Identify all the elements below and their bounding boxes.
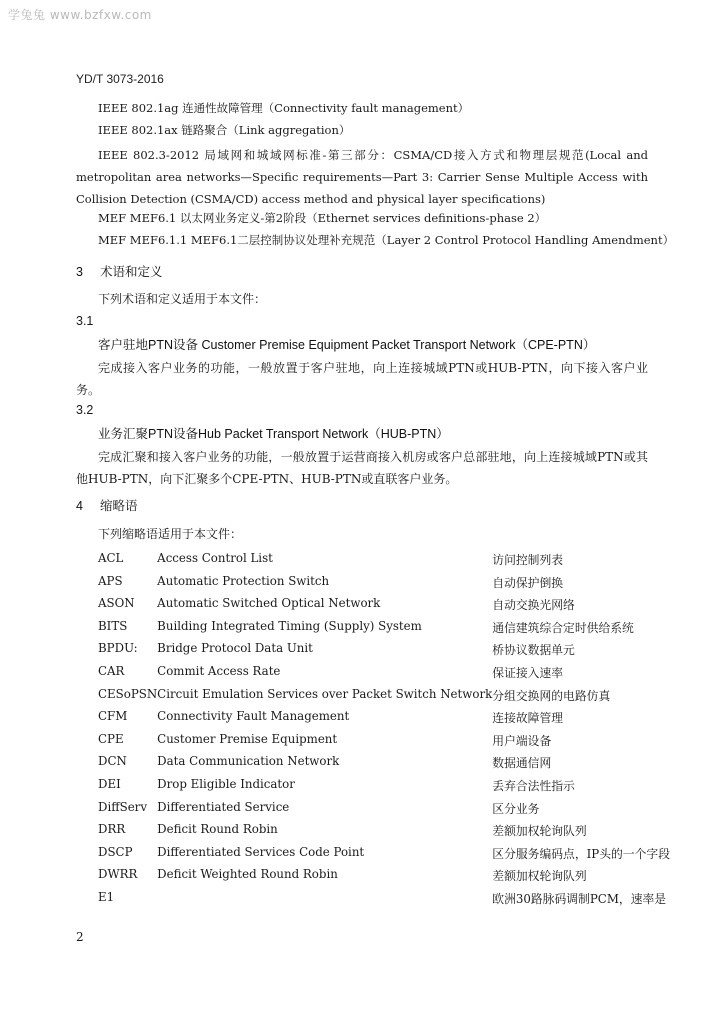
english-term-cell: Customer Premise Equipment — [157, 731, 338, 746]
chinese-term-cell: 丢弃合法性指示 — [492, 778, 575, 793]
page-number: 2 — [76, 930, 84, 944]
section-intro: 下列术语和定义适用于本文件： — [98, 292, 267, 306]
reference-item: IEEE 802.1ag 连通性故障管理（Connectivity fault management） — [98, 101, 470, 115]
english-term-cell: Deficit Weighted Round Robin — [157, 867, 338, 882]
chinese-term-cell: 欧洲30路脉码调制PCM，速率是 — [492, 891, 667, 906]
table-row — [98, 641, 670, 664]
english-term-cell: Connectivity Fault Management — [157, 709, 350, 724]
chinese-term-cell: 差额加权轮询队列 — [492, 869, 587, 884]
chinese-term-cell: 自动交换光网络 — [492, 598, 575, 613]
abbreviation-cell: E1 — [98, 889, 115, 904]
table-row — [98, 890, 670, 913]
chinese-term-cell: 访问控制列表 — [492, 553, 564, 567]
abbreviation-cell: CAR — [98, 663, 125, 678]
chinese-term-cell: 保证接入速率 — [492, 665, 564, 680]
term-number: 3.1 — [76, 314, 94, 328]
english-term-cell: Deficit Round Robin — [157, 822, 278, 837]
chinese-term-cell: 分组交换网的电路仿真 — [492, 688, 611, 703]
table-row — [98, 800, 670, 823]
table-row — [98, 687, 670, 710]
abbreviation-cell: BPDU: — [98, 641, 138, 656]
reference-item: MEF MEF6.1 以太网业务定义-第2阶段（Ethernet services definitions-phase 2） — [98, 211, 547, 225]
english-term-cell: Commit Access Rate — [157, 663, 281, 678]
english-term-cell: Automatic Protection Switch — [157, 573, 330, 588]
table-row — [98, 777, 670, 800]
chinese-term-cell: 区分服务编码点，IP头的一个字段 — [492, 846, 671, 861]
english-term-cell: Drop Eligible Indicator — [157, 776, 295, 791]
section-title: 缩略语 — [100, 499, 138, 513]
table-row — [98, 845, 670, 868]
abbreviation-cell: APS — [98, 573, 123, 588]
reference-item: IEEE 802.1ax 链路聚合（Link aggregation） — [98, 123, 351, 137]
abbreviation-cell: DCN — [98, 754, 127, 769]
table-row — [98, 709, 670, 732]
section-intro: 下列缩略语适用于本文件： — [98, 527, 243, 541]
reference-item: MEF MEF6.1.1 MEF6.1二层控制协议处理补充规范（Layer 2 Control Protocol Handling Amendment） — [98, 233, 675, 247]
term-title: 客户驻地PTN设备 Customer Premise Equipment Packet Transport Network（CPE-PTN） — [98, 338, 596, 352]
chinese-term-cell: 用户端设备 — [492, 733, 552, 748]
abbreviation-cell: DWRR — [98, 867, 138, 882]
chinese-term-cell: 数据通信网 — [492, 756, 552, 771]
section-heading-3 — [76, 262, 163, 280]
english-term-cell: Building Integrated Timing (Supply) System — [157, 618, 422, 633]
english-term-cell — [157, 890, 492, 913]
table-row — [98, 619, 670, 642]
chinese-term-cell: 连接故障管理 — [492, 711, 564, 726]
table-row — [98, 867, 670, 890]
chinese-term-cell: 通信建筑综合定时供给系统 — [492, 620, 634, 635]
abbreviation-cell: ASON — [98, 596, 135, 611]
english-term-cell: Differentiated Service — [157, 799, 290, 814]
abbreviation-cell: CPE — [98, 731, 124, 746]
section-heading-4 — [76, 496, 138, 514]
chinese-term-cell: 桥协议数据单元 — [492, 643, 575, 658]
abbreviation-cell: DSCP — [98, 844, 133, 859]
term-definition: 完成汇聚和接入客户业务的功能，一般放置于运营商接入机房或客户总部驻地，向上连接城域PTN或其他HUB-PTN，向下汇聚多个CPE-PTN、HUB-PTN或直联客户业务。 — [76, 450, 648, 486]
section-number: 3 — [76, 265, 83, 279]
english-term-cell: Automatic Switched Optical Network — [157, 596, 381, 611]
table-row — [98, 551, 670, 574]
table-row — [98, 822, 670, 845]
term-definition: 完成接入客户业务的功能，一般放置于客户驻地，向上连接城域PTN或HUB-PTN，向下接入客户业务。 — [76, 361, 648, 397]
section-title: 术语和定义 — [100, 265, 163, 279]
english-term-cell: Access Control List — [157, 551, 273, 565]
abbreviation-cell: DiffServ — [98, 799, 147, 814]
abbreviation-cell: CESoPSN — [98, 686, 158, 701]
abbreviations-table — [98, 551, 670, 913]
document-id: YD/T 3073-2016 — [76, 72, 164, 86]
term-number: 3.2 — [76, 403, 94, 417]
section-number: 4 — [76, 499, 83, 513]
table-row — [98, 574, 670, 597]
table-row — [98, 732, 670, 755]
abbreviation-cell: BITS — [98, 618, 128, 633]
table-row — [98, 664, 670, 687]
abbreviation-cell: DRR — [98, 822, 126, 837]
chinese-term-cell: 自动保护倒换 — [492, 575, 564, 590]
term-title: 业务汇聚PTN设备Hub Packet Transport Network（HUB-PTN） — [98, 427, 449, 441]
chinese-term-cell: 区分业务 — [492, 801, 540, 816]
table-row — [98, 596, 670, 619]
english-term-cell: Bridge Protocol Data Unit — [157, 641, 313, 656]
watermark: 学兔兔 www.bzfxw.com — [8, 8, 152, 22]
chinese-term-cell: 差额加权轮询队列 — [492, 824, 587, 839]
abbreviation-cell: DEI — [98, 776, 121, 791]
abbreviation-cell: CFM — [98, 709, 128, 724]
table-row — [98, 754, 670, 777]
english-term-cell: Data Communication Network — [157, 754, 340, 769]
abbreviation-cell: ACL — [98, 551, 124, 565]
english-term-cell: Circuit Emulation Services over Packet Switch Network — [157, 686, 493, 701]
reference-item-long: IEEE 802.3-2012 局域网和城域网标准-第三部分：CSMA/CD接入方式和物理层规范(Local and metropolitan area networks—Specific requirements—Part 3: Carrier Sense Multiple Access with Collision Detection (CSMA/CD) access method and physical layer specifications) — [76, 148, 648, 206]
english-term-cell: Differentiated Services Code Point — [157, 844, 365, 859]
